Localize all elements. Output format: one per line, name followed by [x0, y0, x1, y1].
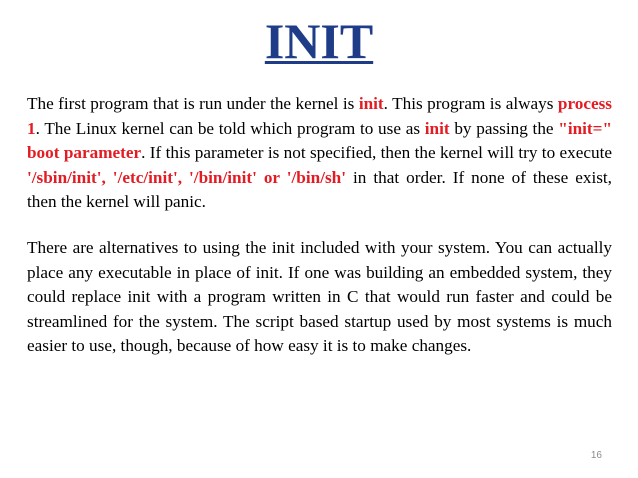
paragraph-init-description [27, 92, 612, 215]
page-number: 16 [590, 450, 602, 461]
p1-text-3: . The Linux kernel can be told which program to use as [35, 118, 425, 138]
p1-text-4: by passing the [449, 118, 559, 138]
highlight-boot-parameter: "init=" boot parameter [27, 118, 612, 162]
p1-text-5: . If this parameter is not specified, then the kernel will try to execute [141, 143, 613, 162]
highlight-init-paths: '/sbin/init', '/etc/init', '/bin/init' or '/bin/sh' [27, 167, 346, 187]
p1-text-6: in that order. If none of these exist, then the kernel will panic. [27, 167, 612, 211]
p1-text-2: . This program is always [383, 94, 558, 113]
slide-title-text: INIT [264, 13, 374, 69]
p1-text-1: The first program that is run under the kernel is [27, 94, 359, 113]
slide-title [0, 10, 638, 72]
highlight-process-1: process 1 [27, 94, 612, 138]
paragraph-alternatives: There are alternatives to using the init included with your system. You can actually place any executable in place of init. If one was building an embedded system, they could replace init with a program written in C that would run faster and could be streamlined for the system. The script based startup used by most systems is much easier to use, though, because of how easy it is to make changes. [27, 238, 612, 355]
highlight-init-2: init [424, 118, 450, 138]
highlight-init: init [358, 94, 384, 113]
